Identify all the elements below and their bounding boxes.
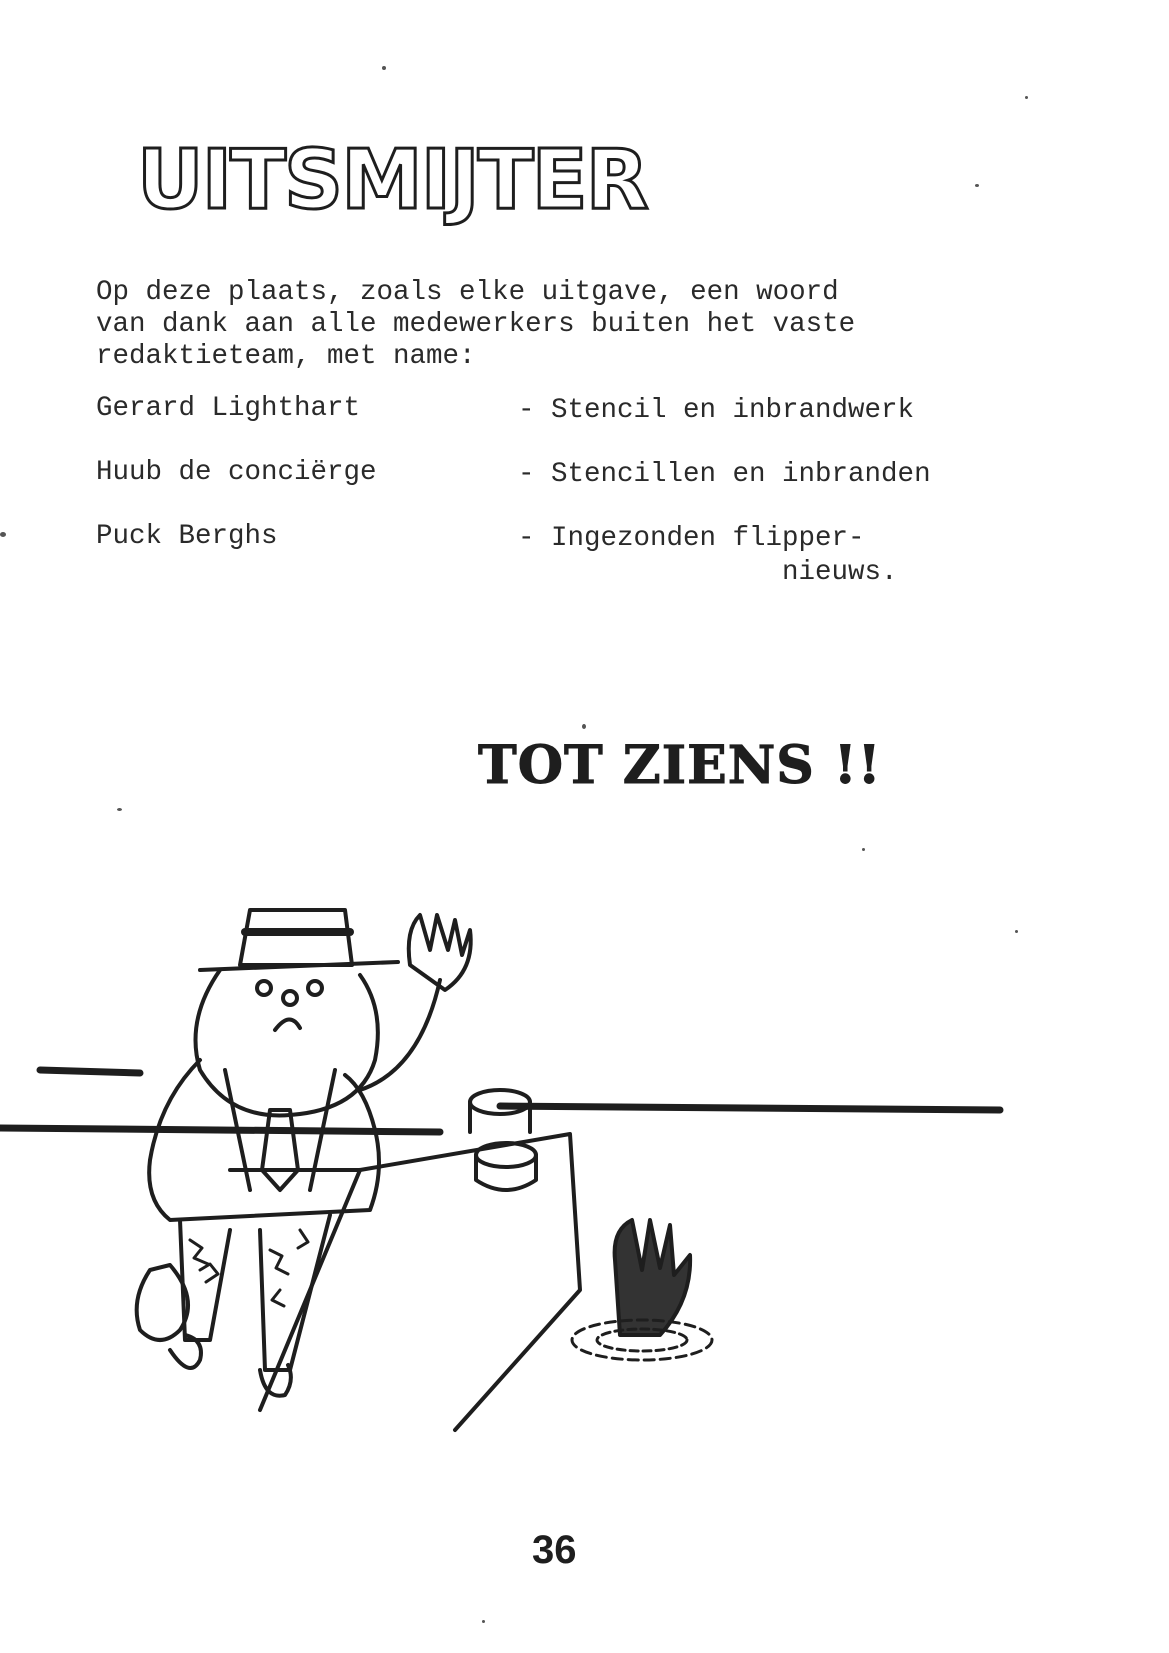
tie-icon — [262, 1110, 298, 1190]
credit-task: - Stencillen en inbranden — [518, 459, 931, 490]
scan-speck — [582, 724, 586, 729]
farewell-heading: TOT ZIENS !! — [478, 735, 882, 796]
scan-speck — [482, 1620, 485, 1623]
cartoon-illustration — [0, 870, 1100, 1490]
horizon-line — [500, 1106, 1000, 1110]
eye-icon — [257, 981, 271, 995]
horizon-line — [40, 1070, 140, 1073]
page-title: UITSMIJTER — [137, 133, 647, 228]
intro-paragraph: Op deze plaats, zoals elke uitgave, een woord van dank aan alle medewerkers buiten het vaste redaktieteam, met name: — [96, 277, 856, 372]
trousers-pattern — [190, 1230, 308, 1306]
bollard — [476, 1155, 536, 1190]
scan-speck — [382, 66, 386, 70]
scan-speck — [1015, 930, 1018, 933]
scan-speck — [862, 848, 865, 851]
scan-speck — [117, 808, 122, 811]
mouth-icon — [275, 1019, 300, 1030]
scan-speck — [975, 184, 979, 187]
credit-name: Puck Berghs — [96, 521, 278, 552]
scan-speck — [1025, 96, 1028, 99]
pier-outline — [360, 1134, 580, 1430]
credit-name: Gerard Lighthart — [96, 393, 361, 424]
nose-icon — [283, 991, 297, 1005]
hat-icon — [240, 910, 352, 965]
credit-task: - Stencil en inbrandwerk — [518, 395, 915, 426]
scan-speck — [0, 532, 6, 537]
bollard — [470, 1090, 530, 1114]
drowning-hand-icon — [615, 1220, 691, 1335]
credit-task: - Ingezonden flipper- nieuws. — [518, 523, 898, 588]
eye-icon — [308, 981, 322, 995]
page-number: 36 — [532, 1528, 577, 1572]
credit-name: Huub de conciërge — [96, 457, 377, 488]
shoe-icon — [137, 1265, 188, 1340]
